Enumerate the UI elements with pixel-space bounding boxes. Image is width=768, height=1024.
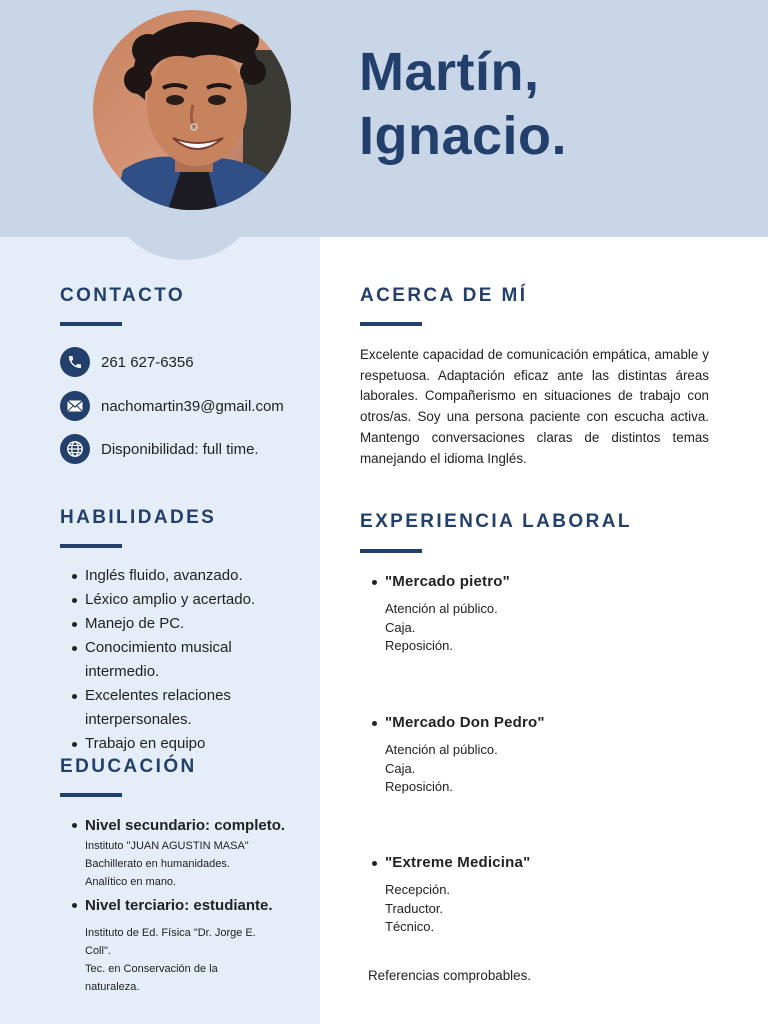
contact-email — [60, 391, 284, 421]
list-item: Técnico. — [385, 919, 435, 935]
job-tasks — [372, 600, 510, 656]
job-title: "Mercado pietro" — [372, 572, 510, 592]
list-item — [60, 815, 300, 891]
profile-photo — [93, 10, 291, 210]
education-detail: Instituto de Ed. Física "Dr. Jorge E. Coll". — [85, 927, 256, 957]
job-entry — [372, 713, 545, 797]
phone-icon — [60, 347, 90, 377]
education-detail: Bachillerato en humanidades. — [85, 858, 230, 870]
list-item: Atención al público. — [385, 601, 498, 616]
about-heading: ACERCA DE MÍ — [360, 285, 528, 306]
list-item: Reposición. — [385, 779, 453, 795]
list-item: Caja. — [385, 760, 416, 776]
list-item: Recepción. — [385, 882, 451, 897]
list-item: Excelentes relaciones interpersonales. — [60, 684, 260, 732]
education-detail: Tec. en Conservación de la naturaleza. — [85, 963, 218, 993]
email-address[interactable]: nachomartin39@gmail.com — [101, 397, 284, 415]
education-detail: Instituto "JUAN AGUSTIN MASA" — [85, 840, 249, 852]
list-item: Léxico amplio y acertado. — [60, 588, 260, 612]
education-list — [60, 815, 300, 996]
candidate-name — [359, 40, 567, 168]
job-tasks — [372, 741, 545, 797]
education-level: Nivel terciario: estudiante. — [85, 897, 273, 914]
experience-rule — [360, 549, 422, 553]
skills-list — [60, 564, 260, 756]
list-item: Inglés fluido, avanzado. — [60, 564, 260, 588]
contact-availability — [60, 434, 259, 464]
skills-rule — [60, 544, 122, 548]
about-text: Excelente capacidad de comunicación empática, amable y respetuosa. Adaptación eficaz ante las distintas áreas laborales. Compañerismo en situaciones de trabajo con otros/as. Soy una persona paciente con escucha activa. Mantengo conversaciones claras de distintos temas manejando el idioma Inglés. — [360, 347, 709, 466]
list-item: Manejo de PC. — [60, 612, 260, 636]
education-heading: EDUCACIÓN — [60, 756, 197, 777]
list-item: Traductor. — [385, 900, 444, 916]
references-note: Referencias comprobables. — [368, 968, 532, 983]
list-item: Conocimiento musical intermedio. — [60, 636, 260, 684]
education-level: Nivel secundario: completo. — [85, 817, 286, 834]
email-icon — [60, 391, 90, 421]
phone-number[interactable]: 261 627-6356 — [101, 353, 194, 371]
skills-heading: HABILIDADES — [60, 507, 217, 528]
contact-heading: CONTACTO — [60, 285, 186, 306]
name-line-1: Martín, — [359, 42, 540, 102]
list-item: Trabajo en equipo — [60, 732, 260, 756]
contact-phone — [60, 347, 194, 377]
job-title: "Extreme Medicina" — [372, 853, 530, 873]
list-item: Caja. — [385, 619, 416, 635]
about-rule — [360, 322, 422, 326]
experience-heading: EXPERIENCIA LABORAL — [360, 511, 632, 532]
job-title: "Mercado Don Pedro" — [372, 713, 545, 733]
education-detail: Analítico en mano. — [85, 876, 177, 888]
education-rule — [60, 793, 122, 797]
name-line-2: Ignacio. — [359, 106, 568, 166]
job-tasks — [372, 881, 530, 937]
job-entry — [372, 572, 510, 656]
contact-rule — [60, 322, 122, 326]
globe-icon — [60, 434, 90, 464]
availability-text: Disponibilidad: full time. — [101, 440, 259, 458]
job-entry — [372, 853, 530, 937]
list-item: Reposición. — [385, 638, 453, 654]
list-item: Atención al público. — [385, 742, 498, 757]
list-item — [60, 895, 300, 996]
